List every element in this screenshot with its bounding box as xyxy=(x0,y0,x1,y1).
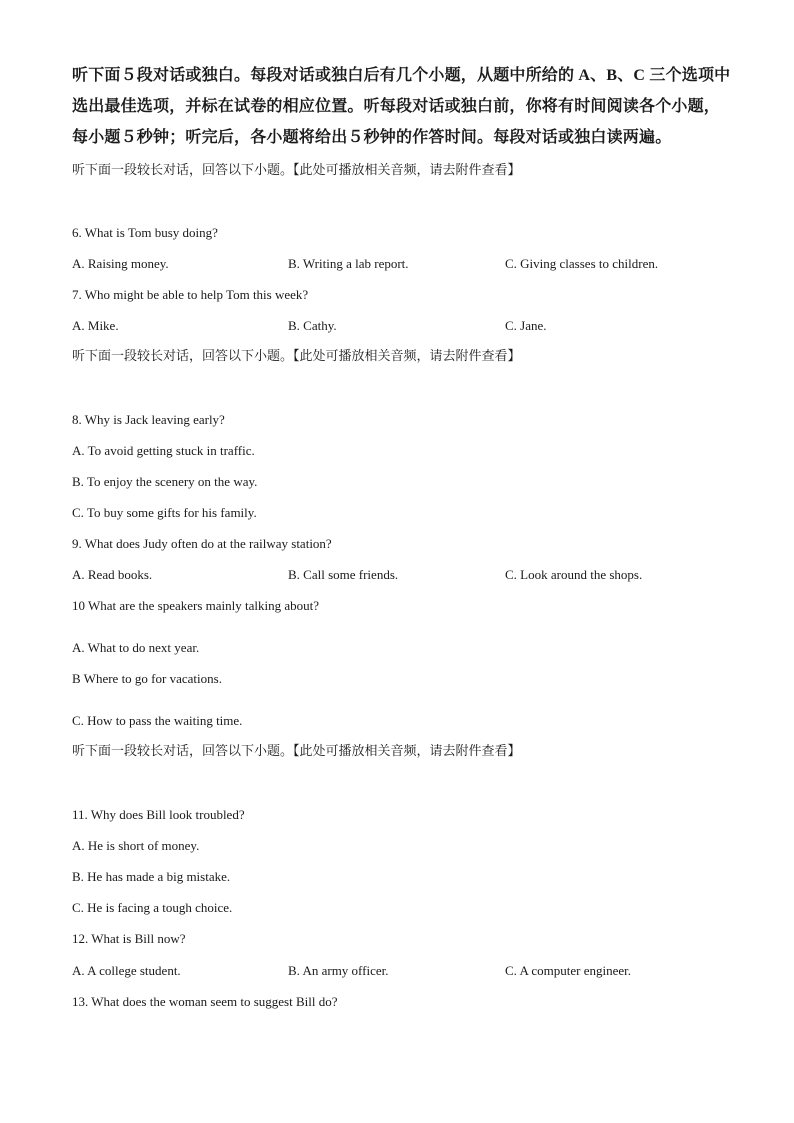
q6-option-a: A. Raising money. xyxy=(72,256,169,271)
question-12: 12. What is Bill now? xyxy=(72,931,186,946)
section-note-2: 听下面一段较长对话，回答以下小题。【此处可播放相关音频，请去附件查看】 xyxy=(72,348,521,363)
q7-option-c: C. Jane. xyxy=(505,318,547,333)
q9-option-a: A. Read books. xyxy=(72,567,153,582)
q6-option-c: C. Giving classes to children. xyxy=(505,256,659,271)
q12-option-b: B. An army officer. xyxy=(288,963,389,978)
q9-option-b: B. Call some friends. xyxy=(288,567,399,582)
instructions-line-3: 每小题５秒钟；听完后，各小题将给出５秒钟的作答时间。每段对话或独白读两遍。 xyxy=(72,129,672,146)
q6-option-b: B. Writing a lab report. xyxy=(288,256,409,271)
q12-option-a: A. A college student. xyxy=(72,963,181,978)
q9-option-c: C. Look around the shops. xyxy=(505,567,643,582)
q10-option-a: A. What to do next year. xyxy=(72,640,200,655)
q8-option-a: A. To avoid getting stuck in traffic. xyxy=(72,443,255,458)
question-10: 10 What are the speakers mainly talking about? xyxy=(72,598,320,613)
question-11: 11. Why does Bill look troubled? xyxy=(72,807,245,822)
question-7: 7. Who might be able to help Tom this week? xyxy=(72,287,309,302)
instructions-line-1: 听下面５段对话或独白。每段对话或独白后有几个小题，从题中所给的 A、B、C 三个选项中 xyxy=(72,67,731,84)
section-note-3: 听下面一段较长对话，回答以下小题。【此处可播放相关音频，请去附件查看】 xyxy=(72,743,521,758)
q12-option-c: C. A computer engineer. xyxy=(505,963,632,978)
q10-option-c: C. How to pass the waiting time. xyxy=(72,713,243,728)
instructions-line-2: 选出最佳选项，并标在试卷的相应位置。听每段对话或独白前，你将有时间阅读各个小题， xyxy=(72,98,721,115)
question-13: 13. What does the woman seem to suggest Bill do? xyxy=(72,994,338,1009)
q7-option-a: A. Mike. xyxy=(72,318,119,333)
question-6: 6. What is Tom busy doing? xyxy=(72,225,218,240)
question-9: 9. What does Judy often do at the railway station? xyxy=(72,536,332,551)
q11-option-c: C. He is facing a tough choice. xyxy=(72,900,233,915)
q11-option-a: A. He is short of money. xyxy=(72,838,200,853)
q10-option-b: B Where to go for vacations. xyxy=(72,671,222,686)
q11-option-b: B. He has made a big mistake. xyxy=(72,869,231,884)
q8-option-b: B. To enjoy the scenery on the way. xyxy=(72,474,258,489)
question-8: 8. Why is Jack leaving early? xyxy=(72,412,225,427)
section-note-1: 听下面一段较长对话，回答以下小题。【此处可播放相关音频，请去附件查看】 xyxy=(72,162,521,177)
q7-option-b: B. Cathy. xyxy=(288,318,337,333)
q8-option-c: C. To buy some gifts for his family. xyxy=(72,505,257,520)
